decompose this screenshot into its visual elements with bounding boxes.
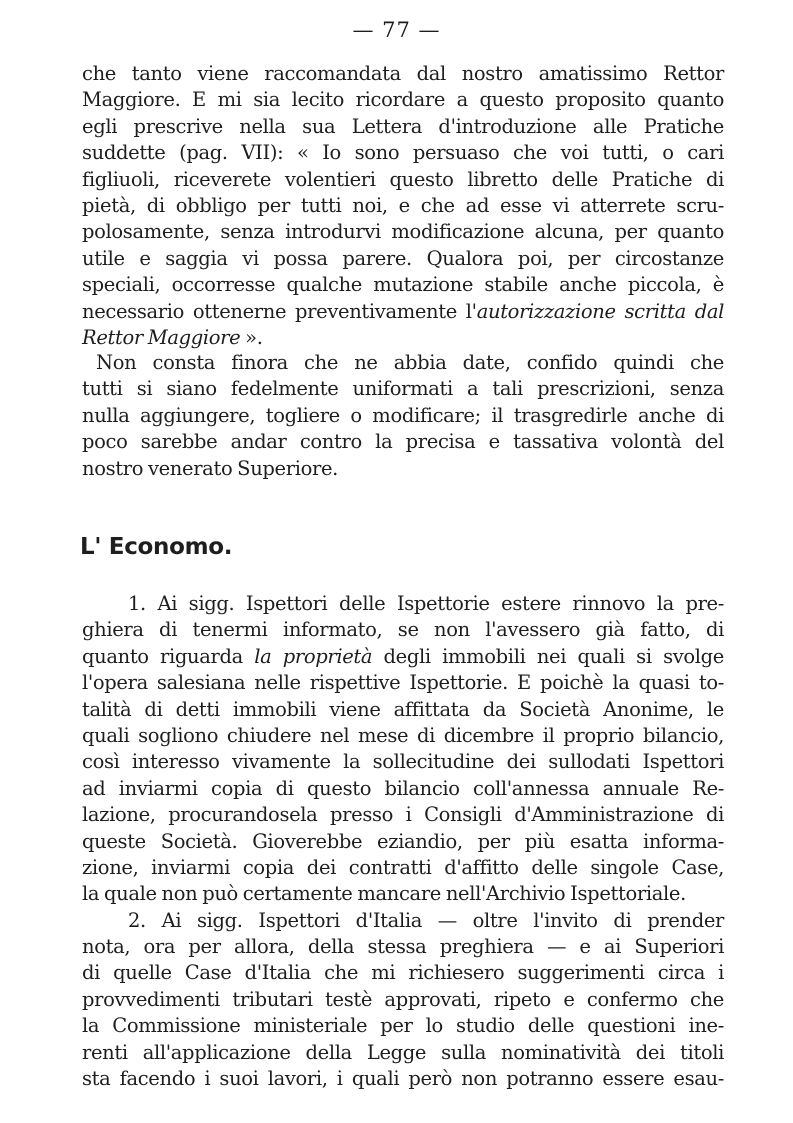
text-line: Non consta finora che ne abbia date, confido quindi che (96, 351, 724, 374)
text-line: pietà, di obbligo per tutti noi, e che ad esse vi atterrete scru- (82, 193, 724, 217)
text-run: necessario ottenerne preventivamente l' (82, 299, 477, 323)
text-line: polosamente, senza introdurvi modificazione alcuna, per quanto (82, 220, 724, 244)
text-line: nulla aggiungere, togliere o modificare; il trasgredirle anche di (82, 403, 724, 427)
text-line: nostro venerato Superiore. (82, 456, 338, 480)
page-number: — 77 — (352, 18, 441, 42)
text-line: talità di detti immobili viene affittata da Società Anonime, le (82, 697, 724, 721)
text-line (82, 644, 724, 670)
italic-quote: Rettor Maggiore (82, 325, 241, 349)
text-line: renti all'applicazione della Legge sulla nominatività dei titoli (82, 1040, 724, 1064)
text-line: speciali, occorresse qualche mutazione stabile anche piccola, è (82, 273, 724, 297)
text-line: suddette (pag. VII): « Io sono persuaso che voi tutti, o cari (82, 141, 724, 165)
numbered-list (82, 591, 724, 1092)
text-line: figliuoli, riceverete volentieri questo libretto delle Pratiche di (82, 167, 724, 191)
text-line: l'opera salesiana nelle rispettive Ispettorie. E poichè la quasi to- (82, 671, 724, 695)
text-line (82, 325, 724, 351)
text-line: quali sogliono chiudere nel mese di dicembre il proprio bilancio, (82, 723, 724, 747)
text-run: degli immobili nei quali si svolge (372, 644, 724, 668)
section-heading: L' Economo. (80, 534, 233, 560)
paragraph (82, 350, 724, 482)
text-line: Maggiore. E mi sia lecito ricordare a questo proposito quanto (82, 88, 724, 112)
paragraph-continued (82, 61, 724, 351)
italic-phrase: la proprietà (254, 644, 373, 668)
text-line: egli prescrive nella sua Lettera d'introduzione alle Pratiche (82, 114, 724, 138)
text-line: queste Società. Gioverebbe eziandio, per più esatta informa- (82, 829, 724, 853)
text-line: zione, inviarmi copia dei contratti d'affitto delle singole Case, (82, 855, 724, 879)
text-run: ». (240, 325, 263, 349)
italic-quote: autorizzazione scritta dal (476, 299, 724, 323)
list-item-2-start: 2. Ai sigg. Ispettori d'Italia — oltre l'invito di prender (128, 908, 724, 932)
text-line: tutti si siano fedelmente uniformati a tali prescrizioni, senza (82, 377, 724, 401)
text-line (82, 299, 724, 325)
text-line: la quale non può certamente mancare nell'Archivio Ispettoriale. (82, 882, 686, 906)
text-line: poco sarebbe andar contro la precisa e tassativa volontà del (82, 430, 724, 454)
text-line: di quelle Case d'Italia che mi richiesero suggerimenti circa i (82, 961, 724, 985)
text-run: quanto riguarda (82, 644, 255, 668)
text-line: nota, ora per allora, della stessa preghiera — e ai Superiori (82, 935, 724, 959)
text-line: che tanto viene raccomandata dal nostro amatissimo Rettor (82, 62, 724, 85)
list-item-1-start: 1. Ai sigg. Ispettori delle Ispettorie estere rinnovo la pre- (128, 592, 724, 615)
text-line: sta facendo i suoi lavori, i quali però non potranno essere esau- (82, 1067, 724, 1091)
text-line: provvedimenti tributari testè approvati, ripeto e confermo che (82, 987, 724, 1011)
text-line: utile e saggia vi possa parere. Qualora poi, per circostanze (82, 246, 724, 270)
text-line: così interesso vivamente la sollecitudine dei sullodati Ispettori (82, 750, 724, 774)
text-line: ad inviarmi copia di questo bilancio coll'annessa annuale Re- (82, 776, 724, 800)
text-line: lazione, procurandosela presso i Consigli d'Amministrazione di (82, 803, 724, 827)
text-line: ghiera di tenermi informato, se non l'avessero già fatto, di (82, 618, 724, 642)
text-line: la Commissione ministeriale per lo studio delle questioni ine- (82, 1014, 724, 1038)
